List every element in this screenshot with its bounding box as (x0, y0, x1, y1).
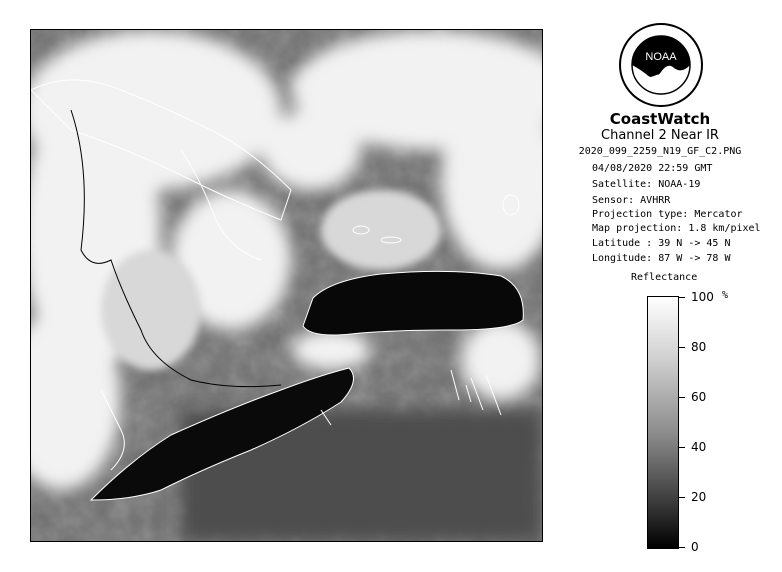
channel-label: Channel 2 Near IR (601, 128, 719, 143)
satellite-label: Satellite: NOAA-19 (592, 179, 701, 190)
colorbar-title: Reflectance (631, 272, 698, 283)
colorbar-tick (679, 497, 685, 498)
noaa-logo (618, 22, 704, 108)
satellite-image-render (31, 30, 542, 541)
colorbar-tick (679, 297, 685, 298)
colorbar-unit: % (722, 290, 729, 301)
colorbar-tick (679, 547, 685, 548)
sensor-label: Sensor: AVHRR (592, 195, 671, 206)
product-title: CoastWatch (609, 110, 711, 128)
filename-label: 2020_099_2259_N19_GF_C2.PNG (578, 146, 742, 157)
colorbar-tick-label: 20 (691, 490, 707, 504)
date-time-label: 04/08/2020 22:59 GMT (592, 163, 713, 174)
satellite-image (30, 29, 543, 542)
colorbar-tick-label: 40 (691, 440, 707, 454)
colorbar (647, 296, 679, 549)
longitude-label: Longitude: 87 W -> 78 W (592, 253, 731, 264)
colorbar-tick (679, 397, 685, 398)
colorbar-tick (679, 347, 685, 348)
colorbar-tick-label: 60 (691, 390, 707, 404)
colorbar-tick (679, 447, 685, 448)
map-projection-label: Map projection: 1.8 km/pixel (592, 223, 761, 234)
latitude-label: Latitude : 39 N -> 45 N (592, 238, 731, 249)
noaa-logo-icon (618, 22, 704, 108)
noaa-logo-text: NOAA (645, 51, 677, 63)
colorbar-tick-label: 0 (691, 540, 699, 554)
projection-type-label: Projection type: Mercator (592, 209, 743, 220)
colorbar-tick-label: 100 (691, 290, 714, 304)
colorbar-tick-label: 80 (691, 340, 707, 354)
